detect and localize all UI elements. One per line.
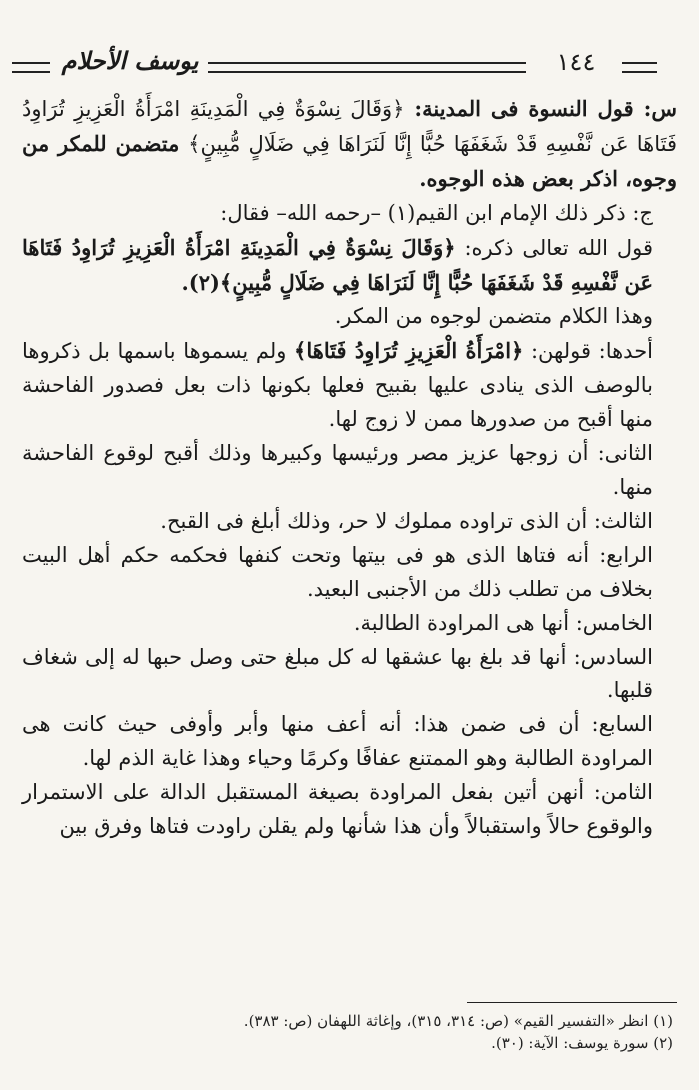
point-7 [22,708,677,776]
page-number: ١٤٤ [556,48,596,76]
point-4 [22,539,677,607]
footnote-1: (١) انظر «التفسير القيم» (ص: ٣١٤، ٣١٥)، وإغاثة اللهفان (ص: ٣٨٣). [243,1012,673,1030]
point-text: أنها قد بلغ بها عشقها له كل مبلغ حتى وصل حبها له إلى شغاف قلبها. [22,644,653,703]
point-text: أنهن أتين بفعل المراودة بصيغة المستقبل الدالة على الاستمرار والوقوع حالاً واستقبالاً وأن هذا شأنها ولم يقلن راودت فتاها وفرق بين [22,780,653,839]
point-lead: الثانى: [588,441,653,466]
point-lead: الثالث: [587,508,653,533]
point-text: أن فى ضمن هذا: أنه أعف منها وأبر وأوفى حيث كانت هى المراودة الطالبة وهو الممتنع عفافًا وكرمًا وحياء وهذا غاية الذم لها. [22,712,653,771]
point-text: أنه فتاها الذى هو فى بيتها وتحت كنفها فحكمه حكم أهل البيت بخلاف من تطلب ذلك من الأجنبى البعيد. [22,542,653,601]
point-3 [22,505,677,539]
point-6 [22,641,677,709]
main-text [22,92,677,844]
page-header [8,44,691,84]
point-text: أن زوجها عزيز مصر ورئيسها وكبيرها وذلك أقبح لوقوع الفاحشة منها. [22,441,653,499]
point-lead: الثامن: [584,780,654,805]
point-lead: الخامس: [569,610,653,635]
point-lead: السابع: [579,712,653,737]
answer-intro: ج: ذكر ذلك الإمام ابن القيم(١) –رحمه الله– فقال: [220,200,653,225]
point-lead: السادس: [566,644,653,669]
point-8 [22,776,677,844]
running-title: يوسف الأحلام [61,46,199,75]
verse-lead: قول الله تعالى ذكره: [455,235,653,260]
verse-quote: ﴿وَقَالَ نِسْوَةٌ فِي الْمَدِينَةِ امْرَأَةُ الْعَزِيزِ تُرَاوِدُ فَتَاهَا عَن نَّفْسِهِ قَدْ شَغَفَهَا حُبًّا إِنَّا لَنَرَاهَا فِي ضَلَالٍ مُّبِينٍ﴾(٢). [22,234,653,295]
point-text: أنها هى المراودة الطالبة. [353,610,570,635]
question-suffix: متضمن للمكر من وجوه، اذكر بعض هذه الوجوه. [22,130,677,191]
point-1 [22,334,677,437]
answer-summary: وهذا الكلام متضمن لوجوه من المكر. [334,304,653,329]
header-rule-left [12,62,50,73]
question-prefix: س: قول النسوة فى المدينة: [404,96,677,121]
point-text: ولم يسموها باسمها بل ذكروها بالوصف الذى ينادى عليها بقبيح فعلها بكونها ذات بعل فصدور الفاحشة منها أقبح من صدورها ممن لا زوج لها. [22,339,653,432]
header-rule-middle [208,62,526,73]
footnotes [23,1010,673,1054]
footnote-2: (٢) سورة يوسف: الآية: (٣٠). [491,1034,673,1052]
header-rule-right [622,62,657,73]
point-text: أن الذى تراوده مملوك لا حر، وذلك أبلغ فى القبح. [160,508,588,533]
point-5 [22,607,677,641]
point-lead: الرابع: [589,542,653,567]
point-2 [22,437,677,505]
question-paragraph [22,92,677,197]
verse-paragraph [22,231,677,301]
point-quote: ﴿امْرَأَةُ الْعَزِيزِ تُرَاوِدُ فَتَاهَا﴾ [294,338,524,364]
question-quote: ﴿وَقَالَ نِسْوَةٌ فِي الْمَدِينَةِ امْرَأَةُ الْعَزِيزِ تُرَاوِدُ فَتَاهَا عَن نَّفْسِهِ قَدْ شَغَفَهَا حُبًّا إِنَّا لَنَرَاهَا فِي ضَلَالٍ مُّبِينٍ﴾ [22,97,678,156]
footnote-rule [467,1002,677,1003]
point-lead: أحدها: قولهن: [523,339,654,364]
